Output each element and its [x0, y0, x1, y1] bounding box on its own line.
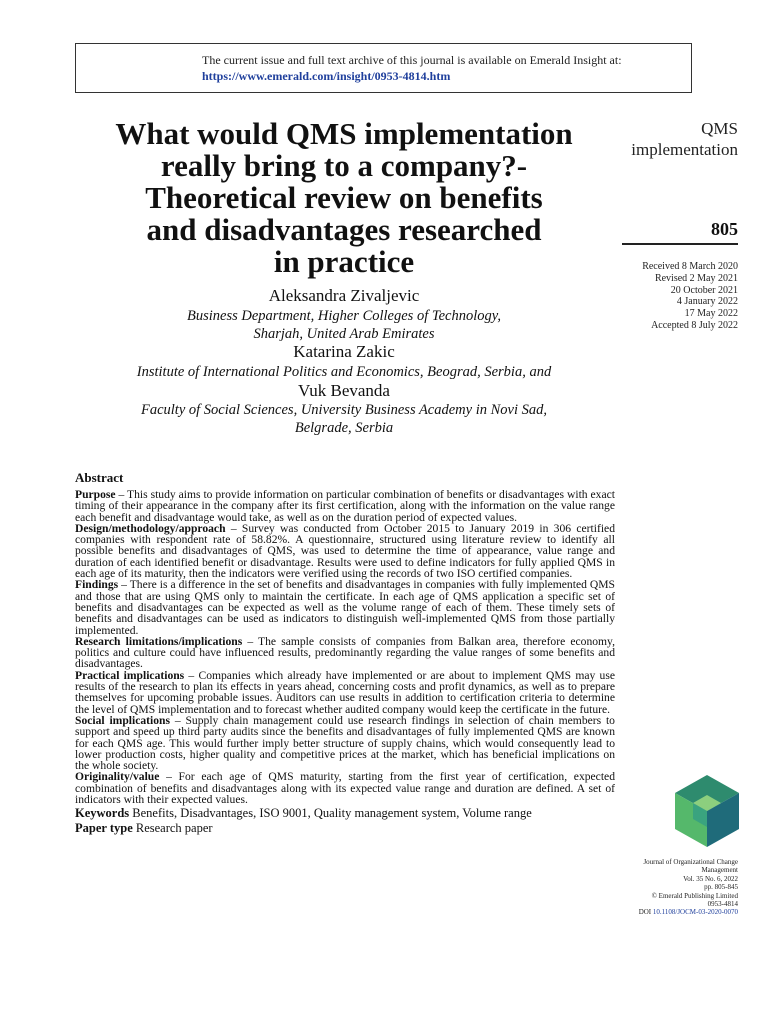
doi-label: DOI [638, 908, 653, 917]
running-head-line: QMS [701, 119, 738, 138]
journal-notice-box [75, 43, 692, 93]
title-line: in practice [273, 244, 415, 279]
section-text: – For each age of QMS maturity, starting from the first year of certification, expected combination of benefits and disadvantages along with its expected value range and duration are defined. A set of indicators with their expected values. [75, 770, 615, 807]
header-divider [622, 243, 738, 245]
section-text: – Companies which already have implemented or are about to implement QMS may use results of the research to plan its effects in years ahead, concerning costs and profit dynamics, as well as to prepare themselves for upcoming probable issues. Auditors can use results in addition to certification criteria to determine the level of QMS implementation and to forecast whether audited company would keep the certificate in the future. [75, 668, 615, 716]
section-text: – There is a difference in the set of benefits and disadvantages in companies with fully implemented QMS and those that are using QMS only to maintain the certificate. In each age of QMS application a specific set of benefits and disadvantages can be expected as well as the volume range of each of them. These timely sets of benefits and disadvantages can be used as indicators to distinguish well-implemented QMS from those partially implemented. [75, 578, 615, 637]
section-label: Design/methodology/approach [75, 521, 226, 535]
keywords-label: Keywords [75, 806, 130, 821]
doi-line [608, 908, 738, 916]
paper-type-text: Research paper [132, 821, 213, 836]
keywords-text: Benefits, Disadvantages, ISO 9001, Quality management system, Volume range [129, 806, 532, 821]
page-number: 805 [711, 219, 738, 239]
section-label: Research limitations/implications [75, 634, 243, 648]
keywords [75, 806, 615, 820]
author-name: Vuk Bevanda [298, 381, 390, 400]
doi-link[interactable]: 10.1108/JOCM-03-2020-0070 [652, 908, 738, 917]
journal-info [608, 858, 738, 917]
section-label: Originality/value [75, 770, 160, 784]
running-head [631, 118, 738, 160]
journal-info-line: Management [701, 866, 738, 875]
section-label: Purpose [75, 488, 116, 501]
history-line: Received 8 March 2020 [642, 261, 738, 272]
abstract-design [75, 523, 615, 579]
section-text: – The sample consists of companies from Balkan area, therefore economy, politics and culture could have influenced results, predominantly regarding the value ranges of some benefits and disadvantages. [75, 634, 615, 671]
abstract-purpose [75, 489, 615, 523]
paper-type [75, 821, 615, 835]
abstract-limitations [75, 636, 615, 670]
abstract-findings [75, 579, 615, 635]
abstract-originality [75, 771, 615, 805]
author-name: Aleksandra Zivaljevic [268, 286, 420, 305]
abstract-heading: Abstract [75, 470, 124, 485]
history-line: 17 May 2022 [684, 308, 738, 320]
submission-history [642, 261, 738, 332]
abstract [75, 470, 615, 835]
journal-archive-link[interactable]: https://www.emerald.com/insight/0953-4814.htm [202, 69, 451, 83]
paper-type-label: Paper type [75, 821, 133, 836]
history-line: Accepted 8 July 2022 [651, 319, 738, 331]
history-line: 4 January 2022 [676, 296, 738, 308]
journal-info-line: Vol. 35 No. 6, 2022 [683, 874, 738, 883]
affiliation-line: Sharjah, United Arab Emirates [253, 326, 435, 342]
journal-info-line: 0953-4814 [707, 900, 738, 909]
affiliation-line: Institute of International Politics and Economics, Beograd, Serbia, and [136, 364, 552, 380]
title-line: What would QMS implementation [115, 116, 573, 151]
title-line: really bring to a company?- [160, 148, 528, 183]
abstract-social [75, 715, 615, 771]
author-affiliation [74, 363, 614, 381]
section-text: – This study aims to provide information on particular combination of benefits or disadvantages with exact timing of their appearance in the company after its first certification, along with the information on the value range each benefit and disadvantage would take, as well as on the duration period of expected values. [75, 488, 615, 524]
affiliation-line: Belgrade, Serbia [294, 420, 394, 436]
section-label: Social implications [75, 713, 171, 727]
author-affiliation [74, 401, 614, 437]
journal-info-line: © Emerald Publishing Limited [651, 891, 738, 900]
affiliation-line: Business Department, Higher Colleges of Technology, [186, 308, 501, 324]
journal-info-line: pp. 805-845 [704, 883, 738, 892]
section-label: Practical implications [75, 668, 185, 682]
article-title [74, 118, 614, 278]
publisher-logo-icon [675, 775, 739, 847]
author-affiliation [74, 307, 614, 343]
title-line: Theoretical review on benefits [145, 180, 543, 215]
affiliation-line: Faculty of Social Sciences, University Business Academy in Novi Sad, [140, 402, 548, 418]
history-line: 20 October 2021 [670, 284, 738, 296]
section-label: Findings [75, 578, 119, 592]
history-line: Revised 2 May 2021 [654, 272, 738, 284]
section-text: – Supply chain management could use research findings in selection of chain members to support and speed up third party audits since the benefits and disadvantages of fully implemented QMS are known for each QMS age. This would further imply better structure of supply chains, which would consequently lead to lower production costs, higher quality and competitive prices at the market, which has beneficial implications on the whole society. [75, 713, 615, 773]
running-head-line: implementation [631, 140, 738, 159]
title-line: and disadvantages researched [146, 212, 542, 247]
author-name: Katarina Zakic [293, 342, 395, 361]
notice-text: The current issue and full text archive of this journal is available on Emerald Insight at: [202, 53, 622, 67]
abstract-practical [75, 670, 615, 715]
section-text: – Survey was conducted from October 2015 to January 2019 in 306 certified companies with respondent rate of 58.82%. A questionnaire, structured using literature review to identify all possible benefits and disadvantages of QMS, was used to determine the time of appearance, value range and duration of each identified benefit or disadvantage. Results were used to define indicators for fully applied QMS in each age of its maturity, then the indicators were verified using the records of two ISO certified companies. [75, 521, 615, 581]
journal-info-line: Journal of Organizational Change [643, 858, 738, 866]
